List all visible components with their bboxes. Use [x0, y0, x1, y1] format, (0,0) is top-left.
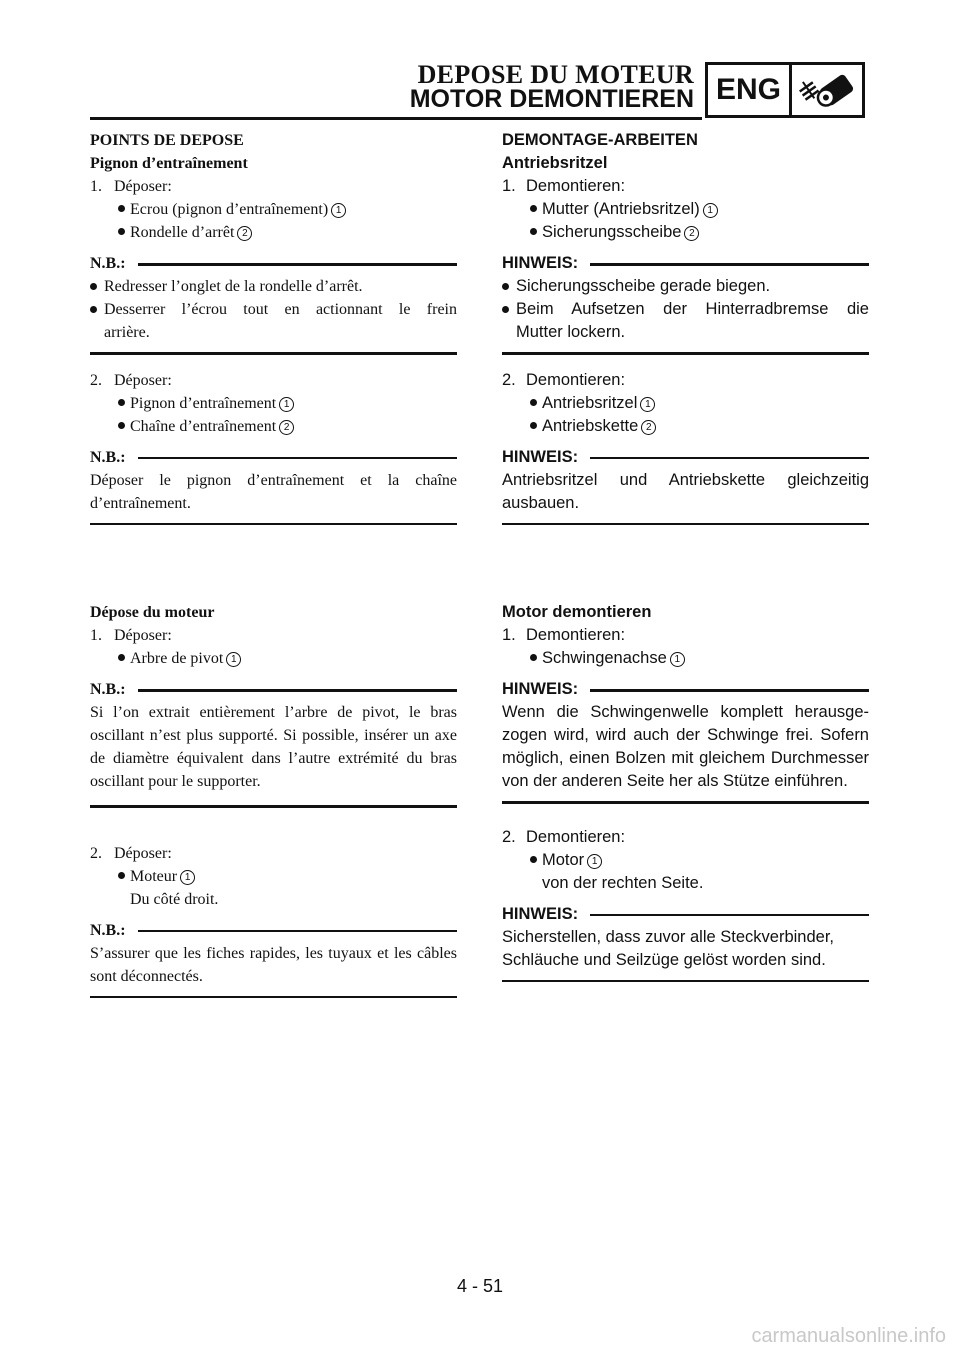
french-column: [90, 129, 457, 998]
bullet-item: Moteur 1: [90, 865, 457, 888]
eng-label: ENG: [708, 65, 792, 115]
bullet-continuation: Du côté droit.: [130, 890, 219, 908]
step: 2. Déposer:: [90, 844, 172, 862]
bullet-item: Sicherungsscheibe 2: [502, 221, 869, 244]
callout-ref: 2: [684, 226, 699, 241]
section-title: POINTS DE DEPOSE: [90, 132, 244, 149]
note-header: N.B.:: [90, 919, 457, 942]
bullet-item: Antriebskette 2: [502, 415, 869, 438]
note-continuation: Mutter lockern.: [516, 323, 626, 341]
section-title: DEMONTAGE-ARBEITEN: [502, 131, 698, 149]
note-text: Wenn die Schwingenwelle komplett herausge-zogen wird, wird auch der Schwinge frei. Sofern möglich, einen Bolzen mit gleichem Durchmesser von der anderen Seite her als Stütze einführen.: [502, 703, 869, 790]
bullet-continuation: von der rechten Seite.: [542, 873, 704, 892]
note-bullet: Sicherungsscheibe gerade biegen.: [502, 275, 869, 298]
header-title-de: MOTOR DEMONTIEREN: [409, 85, 694, 113]
page-number: 4 - 51: [456, 1276, 504, 1296]
callout-ref: 1: [331, 203, 346, 218]
section-title: Dépose du moteur: [90, 604, 215, 621]
step: 1. Déposer:: [90, 178, 172, 195]
callout-ref: 2: [279, 420, 294, 435]
note-text: Sicherstellen, dass zuvor alle Steckverbinder, Schläuche und Seilzüge gelöst worden sind.: [502, 927, 834, 969]
bullet-item: Pignon d’entraînement 1: [90, 392, 457, 415]
bullet-item: Motor 1: [502, 849, 869, 872]
step: 2. Déposer:: [90, 371, 172, 389]
note-header: HINWEIS:: [502, 678, 869, 701]
section-title: Motor demontieren: [502, 603, 652, 621]
german-column: [502, 129, 869, 982]
note-text: S’assurer que les fiches rapides, les tuyaux et les câbles sont déconnectés.: [90, 944, 457, 985]
section-subtitle: Antriebsritzel: [502, 154, 608, 172]
note-continuation: arrière.: [104, 324, 150, 341]
watermark: carmanualsonline.info: [751, 1325, 946, 1347]
note-text: Déposer le pignon d’entraînement et la chaîne d’entraînement.: [90, 471, 457, 512]
header-rule: [90, 117, 702, 120]
bullet-item: Rondelle d’arrêt 2: [90, 221, 457, 244]
callout-ref: 1: [180, 870, 195, 885]
bullet-item: Mutter (Antriebsritzel) 1: [502, 198, 869, 221]
note-end-rule: [90, 996, 457, 999]
callout-ref: 2: [641, 420, 656, 435]
note-bullet: Desserrer l’écrou tout en actionnant le frein: [90, 298, 457, 321]
note-bullet: Beim Aufsetzen der Hinterradbremse die: [502, 298, 869, 321]
step: 2. Demontieren:: [502, 370, 626, 389]
step: 2. Demontieren:: [502, 827, 626, 846]
callout-ref: 1: [670, 652, 685, 667]
step: 1. Demontieren:: [502, 177, 626, 195]
bullet-item: Chaîne d’entraînement 2: [90, 415, 457, 438]
callout-ref: 1: [279, 397, 294, 412]
section-subtitle: Pignon d’entraînement: [90, 155, 248, 172]
callout-ref: 1: [587, 854, 602, 869]
note-text: Si l’on extrait entièrement l’arbre de pivot, le bras oscillant n’est plus supporté. Si possible, insérer un axe de diamètre équivalent dans l’autre extrémité du bras oscillant pour le supporter.: [90, 704, 457, 790]
step: 1. Déposer:: [90, 627, 172, 644]
bullet-item: Schwingenachse 1: [502, 647, 869, 670]
note-header: HINWEIS:: [502, 252, 869, 275]
note-header: N.B.:: [90, 678, 457, 701]
note-bullet: Redresser l’onglet de la rondelle d’arrêt.: [90, 275, 457, 298]
callout-ref: 1: [703, 203, 718, 218]
header-title-fr: DEPOSE DU MOTEUR: [417, 60, 694, 89]
callout-ref: 1: [226, 652, 241, 667]
bullet-item: Ecrou (pignon d’entraînement) 1: [90, 198, 457, 221]
section-badge: [705, 62, 865, 118]
note-header: N.B.:: [90, 252, 457, 275]
note-text: Antriebsritzel und Antriebskette gleichzeitig ausbauen.: [502, 470, 869, 512]
note-header: HINWEIS:: [502, 903, 869, 926]
note-end-rule: [502, 980, 869, 983]
bullet-item: Arbre de pivot 1: [90, 647, 457, 670]
note-header: HINWEIS:: [502, 446, 869, 469]
step: 1. Demontieren:: [502, 626, 626, 644]
callout-ref: 1: [640, 397, 655, 412]
bullet-item: Antriebsritzel 1: [502, 392, 869, 415]
note-header: N.B.:: [90, 446, 457, 469]
callout-ref: 2: [237, 226, 252, 241]
engine-piston-icon: [794, 67, 862, 113]
